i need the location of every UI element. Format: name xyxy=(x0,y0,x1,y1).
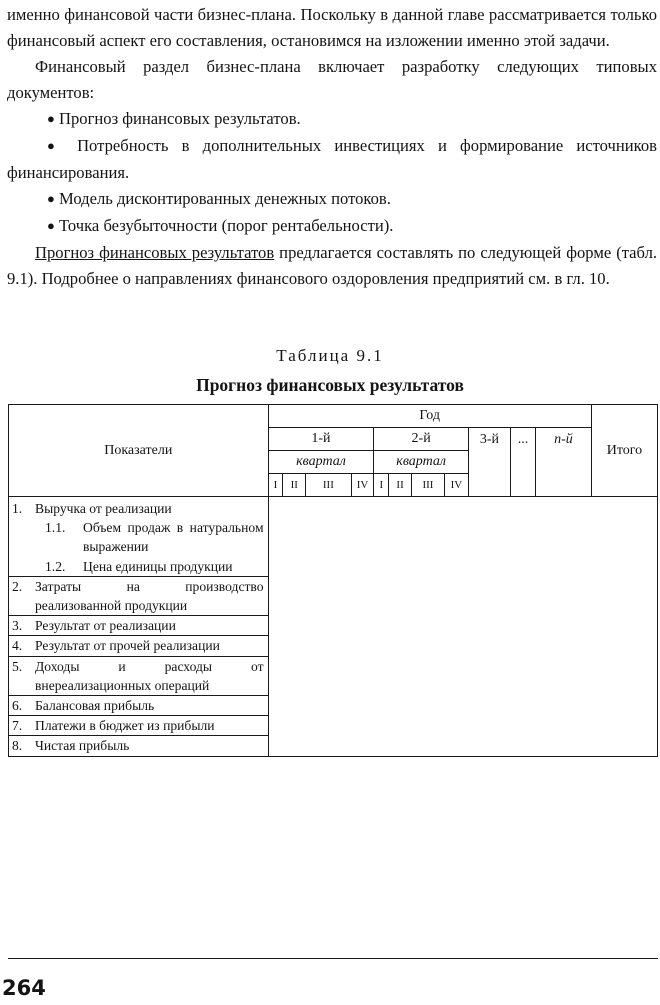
table-row: 2. Затраты на производство реализованной продукции xyxy=(9,576,268,615)
empty-total-area xyxy=(591,497,657,757)
bullet-dot-icon: ● xyxy=(47,111,55,126)
header-year-n: n-й xyxy=(536,428,592,497)
header-indicators: Показатели xyxy=(9,405,269,497)
header-ellipsis: ... xyxy=(510,428,535,497)
header-quarter-3: III xyxy=(306,474,352,497)
page-number: 264 xyxy=(2,976,46,1000)
table-row: 8. Чистая прибыль xyxy=(9,735,268,755)
table-title: Прогноз финансовых результатов xyxy=(196,375,464,395)
bullet-item: ● Модель дисконтированных денежных потоков. xyxy=(47,189,391,208)
header-quarter-year-2: квартал xyxy=(374,451,468,474)
bullet-item: ● Прогноз финансовых результатов. xyxy=(47,109,301,128)
header-year-2: 2-й xyxy=(374,428,468,451)
body-text xyxy=(7,2,657,292)
header-total: Итого xyxy=(591,405,657,497)
intro-paragraph: именно финансовой части бизнес-плана. Поскольку в данной главе рассматривается только финансовый аспект его составления, остановимся на изложении именно этой задачи. xyxy=(7,5,657,50)
header-quarter-2: II xyxy=(283,474,306,497)
table-row: 5. Доходы и расходы от внереализационных операций xyxy=(9,656,268,695)
table-row: 1.2. Цена единицы продукции xyxy=(45,558,233,574)
header-quarter-4: IV xyxy=(351,474,374,497)
header-quarter-year-1: квартал xyxy=(268,451,374,474)
header-quarter-1: I xyxy=(374,474,389,497)
table-row: 4. Результат от прочей реализации xyxy=(9,635,268,655)
indicator-list xyxy=(9,497,268,756)
table-number: Таблица 9.1 xyxy=(276,346,384,365)
table-row: 1. Выручка от реализации xyxy=(12,501,172,516)
bullet-item: ● Точка безубыточности (порог рентабельности). xyxy=(47,216,394,235)
forecast-paragraph: Прогноз финансовых результатов предлагается составлять по следующей форме (табл. 9.1). Подробнее о направлениях финансового оздоровления предприятий см. в гл. 10. xyxy=(7,243,657,288)
section-intro-paragraph: Финансовый раздел бизнес-плана включает разработку следующих типовых документов: xyxy=(7,57,657,102)
header-quarter-3: III xyxy=(411,474,444,497)
table-row: 1.1. Объем продаж в натуральном выражении xyxy=(45,520,264,555)
empty-values-area xyxy=(268,497,591,757)
footer-rule xyxy=(8,958,658,959)
bullet-dot-icon: ● xyxy=(47,138,64,153)
forecast-underlined-term: Прогноз финансовых результатов xyxy=(35,243,275,262)
bullet-item: ● Потребность в дополнительных инвестициях и формирование источников финансирования. xyxy=(7,136,658,182)
table-row: 7. Платежи в бюджет из прибыли xyxy=(9,715,268,735)
bullet-dot-icon: ● xyxy=(47,191,55,206)
header-quarter-4: IV xyxy=(444,474,468,497)
header-quarter-1: I xyxy=(268,474,283,497)
table-row: 6. Балансовая прибыль xyxy=(9,695,268,715)
bullet-dot-icon: ● xyxy=(47,218,55,233)
header-year: Год xyxy=(268,405,591,428)
header-quarter-2: II xyxy=(389,474,412,497)
header-year-3: 3-й xyxy=(468,428,510,497)
forecast-table xyxy=(8,404,658,757)
indicators-column xyxy=(9,497,269,757)
header-year-1: 1-й xyxy=(268,428,374,451)
table-row: 3. Результат от реализации xyxy=(9,615,268,635)
